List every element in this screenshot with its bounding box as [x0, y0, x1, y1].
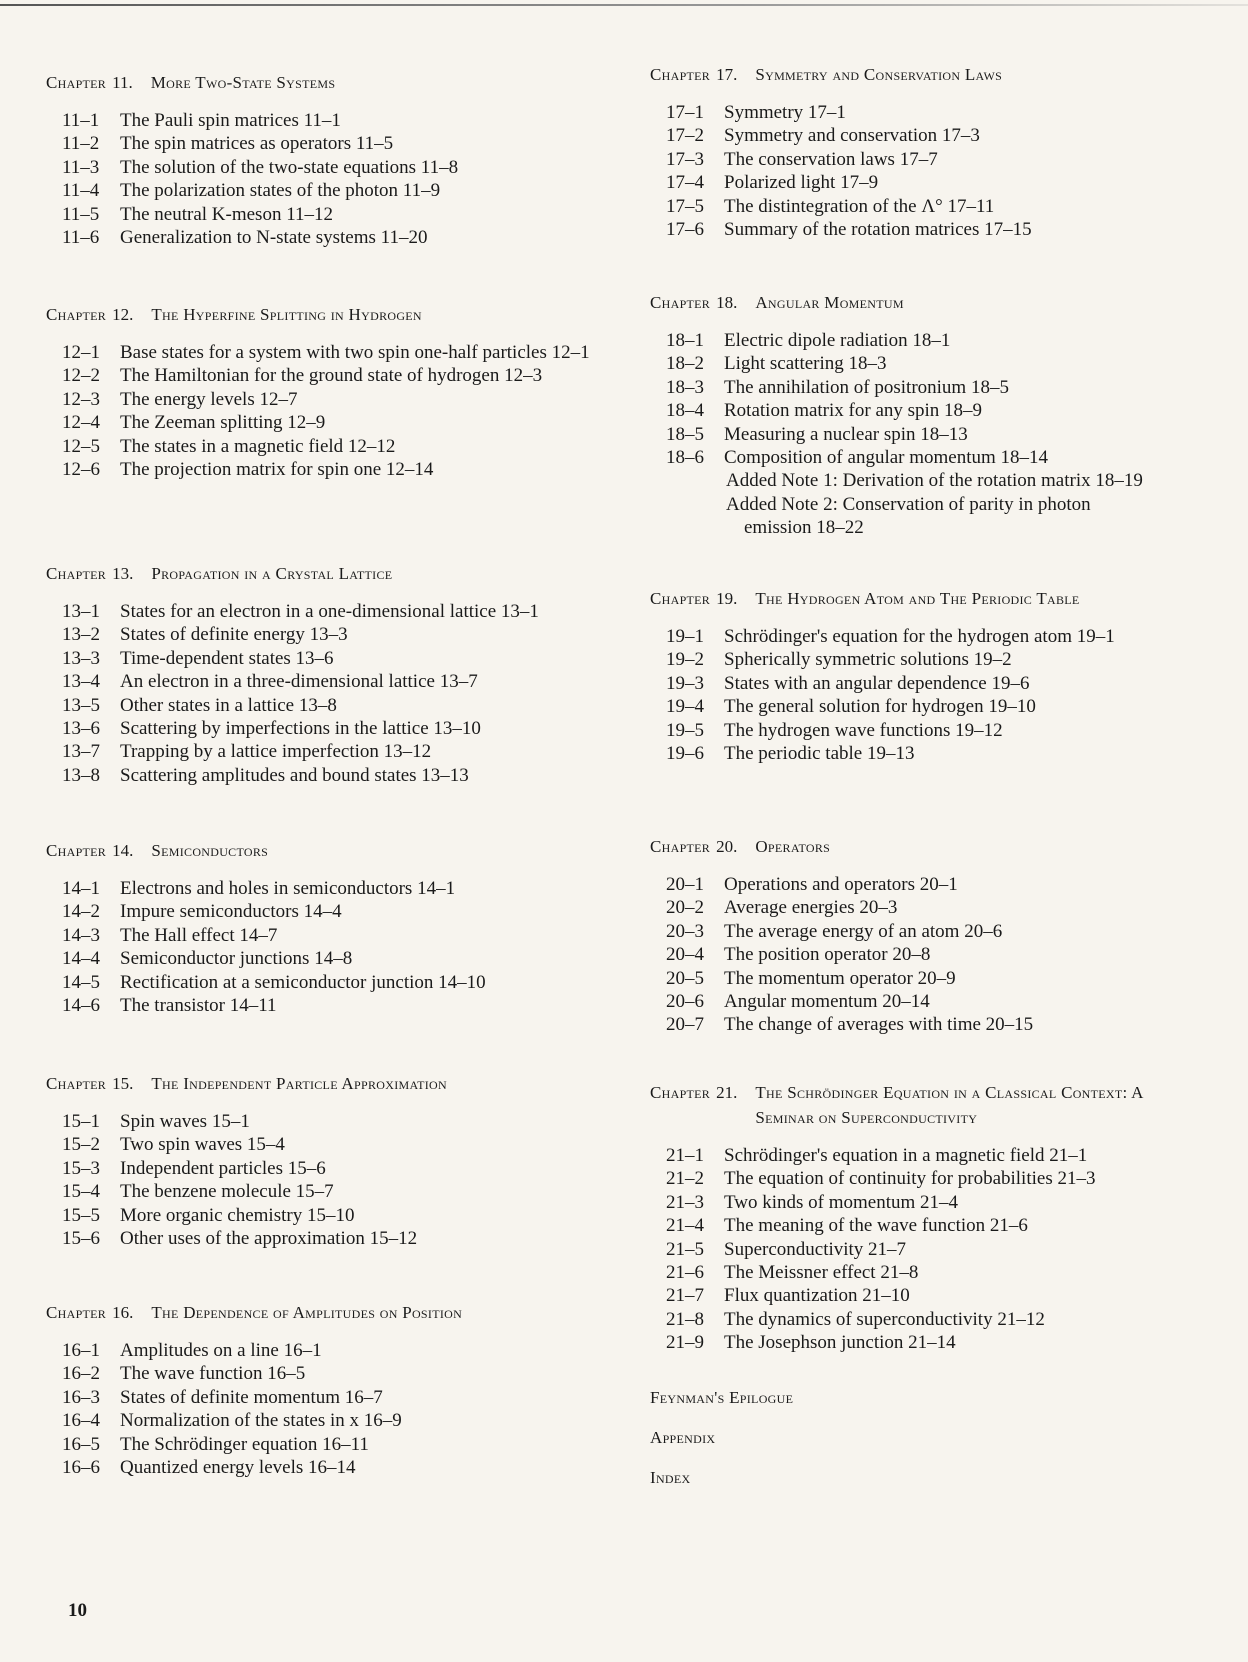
section-title: Symmetry and conservation 17–3: [724, 125, 980, 147]
section-number: 11–2: [62, 133, 100, 155]
chapter-title: The Schrödinger Equation in a Classical Context: A Seminar on Superconductivity: [755, 1083, 1143, 1127]
section-title: Electrons and holes in semiconductors 14–1: [120, 878, 456, 899]
toc-entry[interactable]: [650, 990, 1210, 1013]
section-title: Normalization of the states in x 16–9: [120, 1410, 402, 1432]
toc-entry[interactable]: [650, 376, 1210, 399]
section-title: Schrödinger's equation in a magnetic field 21–1: [724, 1145, 1088, 1166]
chapter-label: Chapter: [650, 589, 711, 608]
section-number: 11–5: [62, 203, 100, 225]
toc-entry[interactable]: [46, 109, 606, 132]
back-matter-item[interactable]: Appendix: [650, 1428, 716, 1447]
chapter-label: Chapter: [650, 65, 711, 84]
chapter-number: 12.: [112, 305, 134, 324]
section-number: 12–4: [62, 412, 100, 434]
section-title: Two kinds of momentum 21–4: [724, 1191, 959, 1213]
section-number: 20–1: [666, 874, 704, 895]
added-note[interactable]: emission 18–22: [744, 517, 864, 539]
section-number: 12–3: [62, 388, 100, 410]
section-number: 13–6: [62, 718, 100, 740]
section-number: 18–5: [666, 423, 704, 445]
section-number: 16–3: [62, 1386, 100, 1408]
section-number: 12–6: [62, 459, 100, 481]
chapter-block: [650, 290, 1210, 540]
section-title: Amplitudes on a line 16–1: [120, 1340, 322, 1361]
section-title: States for an electron in a one-dimensional lattice 13–1: [120, 601, 539, 622]
section-title: An electron in a three-dimensional lattice 13–7: [120, 671, 478, 693]
section-number: 15–4: [62, 1181, 100, 1203]
section-number: 17–4: [666, 172, 704, 194]
added-note[interactable]: Added Note 2: Conservation of parity in photon: [726, 493, 1091, 515]
toc-entry[interactable]: [46, 435, 606, 458]
toc-entry[interactable]: [650, 1144, 1210, 1167]
chapter-heading: [650, 586, 1210, 611]
section-number: 20–5: [666, 967, 704, 989]
section-list: [46, 1339, 606, 1479]
chapter-number: 15.: [112, 1074, 134, 1093]
chapter-block: [46, 1071, 606, 1250]
chapter-block: [650, 62, 1210, 241]
chapter-block: [46, 70, 606, 249]
toc-entry[interactable]: [46, 764, 606, 787]
chapter-title: Semiconductors: [151, 841, 269, 860]
toc-entry[interactable]: [650, 1191, 1210, 1214]
toc-entry[interactable]: [46, 1386, 606, 1409]
section-title: States of definite momentum 16–7: [120, 1386, 383, 1408]
section-title: More organic chemistry 15–10: [120, 1204, 355, 1226]
section-number: 16–6: [62, 1457, 100, 1479]
toc-entry[interactable]: [46, 156, 606, 179]
toc-entry[interactable]: [46, 388, 606, 411]
section-title: Independent particles 15–6: [120, 1157, 326, 1179]
toc-entry[interactable]: [46, 179, 606, 202]
section-number: 11–3: [62, 156, 100, 178]
section-number: 21–6: [666, 1262, 704, 1284]
chapter-block: [46, 1300, 606, 1479]
toc-entry[interactable]: [650, 352, 1210, 375]
section-title: The transistor 14–11: [120, 995, 277, 1017]
section-title: The neutral K-meson 11–12: [120, 203, 333, 225]
section-number: 13–8: [62, 764, 100, 786]
section-list: [650, 873, 1210, 1037]
section-title: Angular momentum 20–14: [724, 991, 930, 1013]
section-list: [650, 329, 1210, 469]
section-title: Flux quantization 21–10: [724, 1285, 910, 1307]
section-number: 13–3: [62, 647, 100, 669]
toc-entry[interactable]: [650, 171, 1210, 194]
toc-entry[interactable]: [650, 625, 1210, 648]
section-number: 13–4: [62, 671, 100, 693]
section-number: 13–5: [62, 694, 100, 716]
section-title: The Hall effect 14–7: [120, 924, 278, 946]
section-title: Spin waves 15–1: [120, 1111, 250, 1132]
section-title: The states in a magnetic field 12–12: [120, 435, 396, 457]
section-number: 20–4: [666, 944, 704, 966]
section-title: The conservation laws 17–7: [724, 148, 938, 170]
section-list: [650, 625, 1210, 765]
toc-entry[interactable]: [650, 1331, 1210, 1354]
section-title: The equation of continuity for probabilities 21–3: [724, 1168, 1096, 1190]
section-number: 21–5: [666, 1238, 704, 1260]
section-number: 14–2: [62, 901, 100, 923]
chapter-title: Symmetry and Conservation Laws: [755, 65, 1003, 84]
toc-entry[interactable]: [46, 670, 606, 693]
chapter-number: 17.: [716, 65, 738, 84]
chapter-heading: [46, 561, 606, 586]
section-title: The Zeeman splitting 12–9: [120, 412, 326, 434]
section-title: Spherically symmetric solutions 19–2: [724, 649, 1012, 671]
chapter-block: [650, 834, 1210, 1037]
section-number: 19–3: [666, 672, 704, 694]
toc-entry[interactable]: [650, 1214, 1210, 1237]
section-title: The energy levels 12–7: [120, 388, 298, 410]
section-number: 15–5: [62, 1204, 100, 1226]
section-title: The position operator 20–8: [724, 944, 931, 966]
toc-entry[interactable]: [46, 1362, 606, 1385]
added-note[interactable]: Added Note 1: Derivation of the rotation matrix 18–19: [726, 470, 1143, 492]
section-number: 13–7: [62, 741, 100, 763]
section-number: 14–5: [62, 971, 100, 993]
section-title: Polarized light 17–9: [724, 172, 879, 194]
toc-entry[interactable]: [650, 124, 1210, 147]
section-number: 12–1: [62, 342, 100, 363]
section-number: 20–6: [666, 991, 704, 1013]
section-number: 19–2: [666, 649, 704, 671]
section-number: 15–1: [62, 1111, 100, 1132]
section-title: Two spin waves 15–4: [120, 1134, 285, 1156]
toc-entry[interactable]: [46, 740, 606, 763]
section-title: The annihilation of positronium 18–5: [724, 376, 1009, 398]
back-matter-item[interactable]: Index: [650, 1468, 691, 1487]
toc-entry[interactable]: [46, 1110, 606, 1133]
section-number: 11–1: [62, 110, 100, 131]
chapter-number: 18.: [716, 293, 738, 312]
toc-entry[interactable]: [650, 967, 1210, 990]
section-number: 21–8: [666, 1308, 704, 1330]
section-title: The solution of the two-state equations 11–8: [120, 156, 459, 178]
section-list: [650, 101, 1210, 241]
section-number: 21–4: [666, 1215, 704, 1237]
toc-entry[interactable]: [46, 924, 606, 947]
section-number: 21–1: [666, 1145, 704, 1166]
section-title: Measuring a nuclear spin 18–13: [724, 423, 968, 445]
section-number: 16–5: [62, 1433, 100, 1455]
toc-entry[interactable]: [46, 947, 606, 970]
section-number: 19–4: [666, 696, 704, 718]
chapter-block: [46, 561, 606, 787]
toc-entry[interactable]: [650, 1167, 1210, 1190]
chapter-title: Operators: [755, 837, 831, 856]
section-title: Superconductivity 21–7: [724, 1238, 907, 1260]
toc-entry[interactable]: [650, 943, 1210, 966]
section-title: The Schrödinger equation 16–11: [120, 1433, 369, 1455]
section-title: Time-dependent states 13–6: [120, 647, 334, 669]
section-title: The Hamiltonian for the ground state of hydrogen 12–3: [120, 365, 543, 387]
section-list: [46, 1110, 606, 1250]
chapter-title: Angular Momentum: [755, 293, 904, 312]
section-title: Schrödinger's equation for the hydrogen atom 19–1: [724, 626, 1115, 647]
section-number: 20–2: [666, 897, 704, 919]
section-title: The meaning of the wave function 21–6: [724, 1215, 1028, 1237]
toc-entry[interactable]: [46, 994, 606, 1017]
section-number: 21–9: [666, 1332, 704, 1354]
toc-entry[interactable]: [46, 877, 606, 900]
toc-entry[interactable]: [46, 364, 606, 387]
toc-entry[interactable]: [46, 1339, 606, 1362]
section-number: 14–6: [62, 995, 100, 1017]
chapter-number: 21.: [716, 1083, 738, 1102]
section-title: The benzene molecule 15–7: [120, 1181, 334, 1203]
section-number: 14–3: [62, 924, 100, 946]
toc-entry[interactable]: [46, 226, 606, 249]
chapter-number: 19.: [716, 589, 738, 608]
chapter-label: Chapter: [650, 1083, 711, 1102]
section-number: 18–1: [666, 330, 704, 351]
toc-entry[interactable]: [650, 719, 1210, 742]
chapter-heading: [46, 70, 606, 95]
toc-entry[interactable]: [650, 742, 1210, 765]
toc-entry[interactable]: [46, 1180, 606, 1203]
section-title: The Josephson junction 21–14: [724, 1332, 956, 1354]
section-title: Composition of angular momentum 18–14: [724, 447, 1049, 469]
section-number: 19–5: [666, 719, 704, 741]
section-number: 16–4: [62, 1410, 100, 1432]
section-number: 20–3: [666, 920, 704, 942]
section-title: Impure semiconductors 14–4: [120, 901, 342, 923]
toc-entry[interactable]: [650, 148, 1210, 171]
section-title: The Meissner effect 21–8: [724, 1262, 919, 1284]
section-number: 14–4: [62, 948, 100, 970]
section-number: 19–6: [666, 743, 704, 765]
chapter-heading: [46, 838, 606, 863]
toc-entry[interactable]: [650, 1013, 1210, 1036]
toc-entry[interactable]: [46, 203, 606, 226]
toc-entry[interactable]: [46, 1409, 606, 1432]
section-title: Rectification at a semiconductor junction 14–10: [120, 971, 486, 993]
section-number: 15–6: [62, 1228, 100, 1250]
section-title: Scattering by imperfections in the lattice 13–10: [120, 718, 481, 740]
toc-entry[interactable]: [46, 341, 606, 364]
chapter-title: The Hyperfine Splitting in Hydrogen: [151, 305, 422, 324]
section-list: [46, 341, 606, 481]
section-number: 12–2: [62, 365, 100, 387]
toc-entry[interactable]: [46, 971, 606, 994]
chapter-heading: [46, 1071, 606, 1096]
chapter-label: Chapter: [46, 564, 107, 583]
section-title: Quantized energy levels 16–14: [120, 1457, 356, 1479]
chapter-heading: [650, 834, 1210, 859]
toc-entry[interactable]: [650, 695, 1210, 718]
toc-entry[interactable]: [650, 1308, 1210, 1331]
section-title: Rotation matrix for any spin 18–9: [724, 400, 983, 422]
chapter-heading: [46, 1300, 606, 1325]
section-title: Light scattering 18–3: [724, 353, 887, 375]
chapter-title: The Hydrogen Atom and The Periodic Table: [755, 589, 1080, 608]
section-list: [46, 600, 606, 787]
toc-entry[interactable]: [46, 1204, 606, 1227]
section-number: 20–7: [666, 1014, 704, 1036]
toc-entry[interactable]: [46, 1133, 606, 1156]
section-title: The change of averages with time 20–15: [724, 1014, 1034, 1036]
chapter-label: Chapter: [46, 1303, 107, 1322]
toc-entry[interactable]: [46, 132, 606, 155]
section-number: 17–5: [666, 195, 704, 217]
chapter-number: 14.: [112, 841, 134, 860]
section-number: 16–2: [62, 1363, 100, 1385]
chapter-heading: [650, 62, 1210, 87]
section-number: 13–2: [62, 624, 100, 646]
chapter-label: Chapter: [46, 841, 107, 860]
section-title: Semiconductor junctions 14–8: [120, 948, 353, 970]
section-number: 17–6: [666, 219, 704, 241]
section-title: States of definite energy 13–3: [120, 624, 348, 646]
section-title: Operations and operators 20–1: [724, 874, 958, 895]
section-title: The hydrogen wave functions 19–12: [724, 719, 1003, 741]
section-number: 15–3: [62, 1157, 100, 1179]
chapter-label: Chapter: [650, 293, 711, 312]
section-title: The momentum operator 20–9: [724, 967, 956, 989]
toc-entry[interactable]: [650, 218, 1210, 241]
toc-entry[interactable]: [46, 411, 606, 434]
toc-entry[interactable]: [650, 329, 1210, 352]
section-title: Base states for a system with two spin one-half particles 12–1: [120, 342, 590, 363]
section-list: [46, 877, 606, 1017]
toc-entry[interactable]: [650, 672, 1210, 695]
section-number: 21–3: [666, 1191, 704, 1213]
toc-entry[interactable]: [650, 1261, 1210, 1284]
toc-entry[interactable]: [46, 1456, 606, 1479]
chapter-heading: [650, 1080, 1210, 1130]
section-title: The Pauli spin matrices 11–1: [120, 110, 341, 131]
toc-entry[interactable]: [46, 458, 606, 481]
section-number: 19–1: [666, 626, 704, 647]
section-title: The wave function 16–5: [120, 1363, 306, 1385]
chapter-title: More Two-State Systems: [150, 73, 336, 92]
section-title: The projection matrix for spin one 12–14: [120, 459, 434, 481]
section-number: 17–2: [666, 125, 704, 147]
section-title: The average energy of an atom 20–6: [724, 920, 1003, 942]
chapter-number: 13.: [112, 564, 134, 583]
chapter-number: 20.: [716, 837, 738, 856]
toc-entry[interactable]: [650, 896, 1210, 919]
toc-entry[interactable]: [46, 1157, 606, 1180]
toc-entry[interactable]: [46, 694, 606, 717]
toc-entry[interactable]: [46, 647, 606, 670]
chapter-title: The Independent Particle Approximation: [151, 1074, 447, 1093]
section-number: 14–1: [62, 878, 100, 899]
section-number: 18–4: [666, 400, 704, 422]
toc-entry[interactable]: [650, 399, 1210, 422]
section-title: Electric dipole radiation 18–1: [724, 330, 951, 351]
toc-entry[interactable]: [650, 195, 1210, 218]
top-rule: [0, 4, 1248, 6]
toc-entry[interactable]: [46, 900, 606, 923]
section-number: 11–6: [62, 227, 100, 249]
section-number: 16–1: [62, 1340, 100, 1361]
section-number: 13–1: [62, 601, 100, 622]
section-title: Trapping by a lattice imperfection 13–12: [120, 741, 432, 763]
section-title: Other uses of the approximation 15–12: [120, 1228, 418, 1250]
toc-entry[interactable]: [46, 1227, 606, 1250]
section-title: Scattering amplitudes and bound states 13–13: [120, 764, 469, 786]
section-title: The polarization states of the photon 11–9: [120, 180, 441, 202]
toc-entry[interactable]: [650, 1284, 1210, 1307]
toc-entry[interactable]: [650, 1238, 1210, 1261]
section-number: 12–5: [62, 435, 100, 457]
toc-entry[interactable]: [650, 920, 1210, 943]
section-title: The dynamics of superconductivity 21–12: [724, 1308, 1045, 1330]
toc-entry[interactable]: [650, 648, 1210, 671]
toc-entry[interactable]: [650, 423, 1210, 446]
section-number: 18–2: [666, 353, 704, 375]
section-title: The spin matrices as operators 11–5: [120, 133, 394, 155]
toc-entry[interactable]: [46, 600, 606, 623]
toc-entry[interactable]: [650, 101, 1210, 124]
section-number: 21–2: [666, 1168, 704, 1190]
chapter-block: [650, 586, 1210, 765]
chapter-number: 11.: [112, 73, 133, 92]
section-number: 17–3: [666, 148, 704, 170]
chapter-block: [46, 302, 606, 481]
toc-entry[interactable]: [650, 446, 1210, 469]
section-number: 18–6: [666, 447, 704, 469]
chapter-number: 16.: [112, 1303, 134, 1322]
chapter-label: Chapter: [46, 1074, 107, 1093]
toc-entry[interactable]: [46, 623, 606, 646]
chapter-heading: [46, 302, 606, 327]
page-number: 10: [68, 1600, 87, 1621]
chapter-title: The Dependence of Amplitudes on Position: [151, 1303, 463, 1322]
chapter-title: Propagation in a Crystal Lattice: [151, 564, 393, 583]
chapter-label: Chapter: [46, 305, 107, 324]
section-list: [650, 1144, 1210, 1355]
chapter-block: [46, 838, 606, 1017]
section-title: States with an angular dependence 19–6: [724, 672, 1030, 694]
section-number: 18–3: [666, 376, 704, 398]
section-title: The general solution for hydrogen 19–10: [724, 696, 1036, 718]
toc-entry[interactable]: [46, 1433, 606, 1456]
section-title: The periodic table 19–13: [724, 743, 915, 765]
chapter-heading: [650, 290, 1210, 315]
section-title: Summary of the rotation matrices 17–15: [724, 219, 1032, 241]
section-title: The distintegration of the Λ° 17–11: [724, 195, 995, 217]
section-number: 17–1: [666, 102, 704, 123]
section-title: Average energies 20–3: [724, 897, 898, 919]
section-number: 15–2: [62, 1134, 100, 1156]
chapter-label: Chapter: [650, 837, 711, 856]
section-list: [46, 109, 606, 249]
section-title: Other states in a lattice 13–8: [120, 694, 337, 716]
chapter-block: [650, 1080, 1210, 1355]
section-number: 11–4: [62, 180, 100, 202]
back-matter-item[interactable]: Feynman's Epilogue: [650, 1388, 794, 1407]
toc-entry[interactable]: [650, 873, 1210, 896]
chapter-label: Chapter: [46, 73, 107, 92]
section-number: 21–7: [666, 1285, 704, 1307]
section-title: Generalization to N-state systems 11–20: [120, 227, 428, 249]
toc-entry[interactable]: [46, 717, 606, 740]
section-title: Symmetry 17–1: [724, 102, 846, 123]
